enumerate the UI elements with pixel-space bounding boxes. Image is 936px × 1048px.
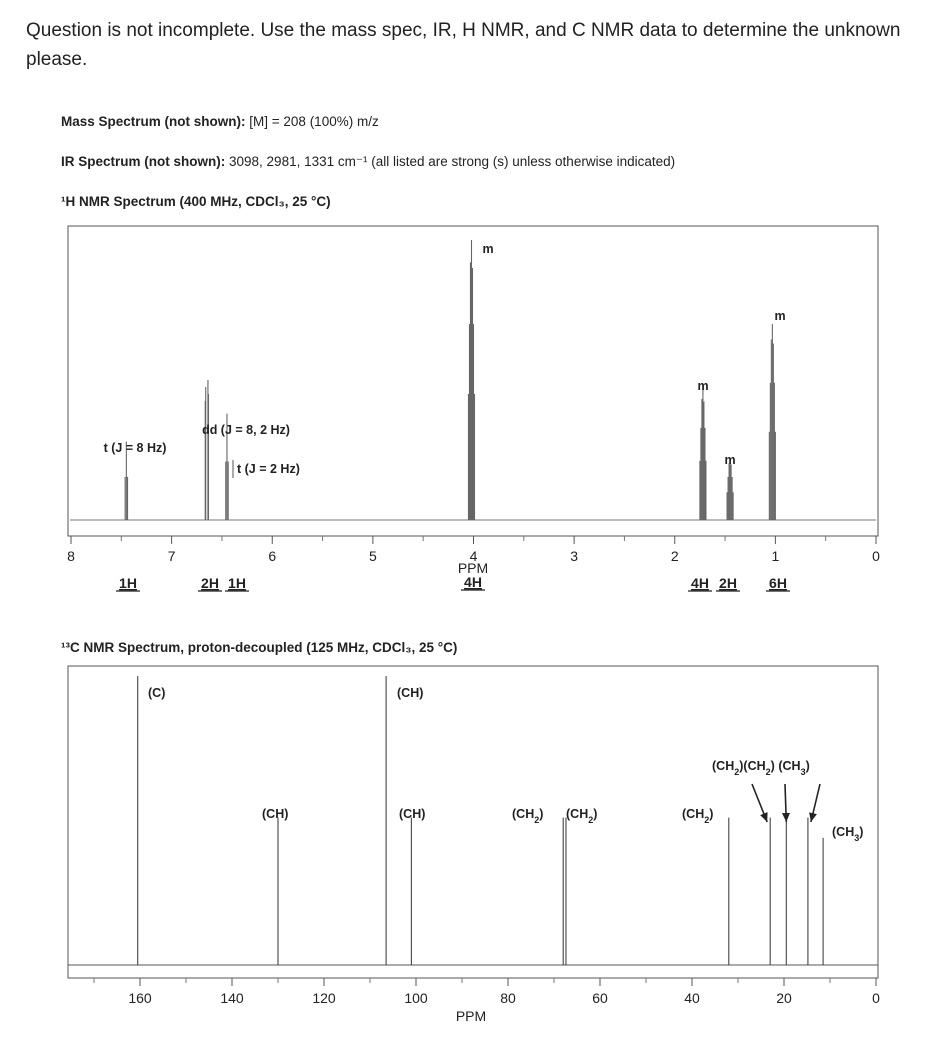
mass-spectrum-value: [M] = 208 (100%) m/z — [249, 114, 379, 129]
h-nmr-tick-label: 5 — [368, 548, 377, 564]
ir-spectrum-label: IR Spectrum (not shown): — [61, 154, 226, 169]
h-nmr-integration: 1H — [228, 575, 246, 591]
c-nmr-cluster-annotation: $(CH_2)(CH_2)$ $(CH_3)$ — [712, 759, 810, 777]
c-nmr-x-axis-label: PPM — [455, 1008, 487, 1024]
h-nmr-tick-label: 7 — [167, 548, 176, 564]
c-nmr-peak-label: $(CH_3)$ — [832, 825, 864, 843]
c-nmr-peak-label: (C) — [148, 686, 166, 700]
h-nmr-peak-label: m — [724, 453, 736, 467]
ir-spectrum-value: 3098, 2981, 1331 cm⁻¹ (all listed are strong (s) unless otherwise indicated) — [229, 154, 676, 169]
h-nmr-peak-label: m — [482, 242, 494, 256]
h-nmr-tick-label: 6 — [268, 548, 277, 564]
h-nmr-tick-label: 3 — [570, 548, 579, 564]
h-nmr-x-axis-label: PPM — [457, 560, 489, 576]
h-nmr-integration: 2H — [201, 575, 219, 591]
h-nmr-integration: 6H — [769, 575, 787, 591]
h-nmr-peak-label: m — [774, 309, 786, 323]
c-nmr-tick-label: 100 — [404, 990, 428, 1006]
h-nmr-title: ¹H NMR Spectrum (400 MHz, CDCl₃, 25 °C) — [61, 194, 331, 209]
h-nmr-peak-label: t (J = 8 Hz) — [103, 441, 167, 455]
h-nmr-tick-label: 4 — [469, 548, 478, 564]
h-nmr-peak-label: dd (J = 8, 2 Hz) — [202, 423, 290, 437]
h-nmr-tick-label: 2 — [670, 548, 679, 564]
h-nmr-peak-label: t (J = 2 Hz) — [237, 462, 300, 476]
c-nmr-tick-label: 80 — [500, 990, 516, 1006]
c-nmr-tick-label: 40 — [684, 990, 700, 1006]
c-nmr-tick-label: 140 — [220, 990, 244, 1006]
c-nmr-tick-label: 60 — [592, 990, 608, 1006]
c-nmr-peak-label: $(CH_2)$ — [566, 807, 598, 825]
h-nmr-tick-label: 1 — [771, 548, 780, 564]
question-text: Question is not incomplete. Use the mass spec, IR, H NMR, and C NMR data to determine the unknown please. — [26, 20, 901, 70]
c-nmr-tick-label: 20 — [776, 990, 792, 1006]
h-nmr-integration: 4H — [691, 575, 709, 591]
mass-spectrum-label: Mass Spectrum (not shown): — [61, 114, 246, 129]
h-nmr-integration: 1H — [119, 575, 137, 591]
h-nmr-integration: 4H — [464, 574, 482, 590]
h-nmr-integration: 2H — [719, 575, 737, 591]
h-nmr-tick-label: 8 — [67, 548, 75, 564]
c-nmr-title: ¹³C NMR Spectrum, proton-decoupled (125 MHz, CDCl₃, 25 °C) — [61, 640, 458, 655]
c-nmr-arrow-head — [782, 813, 790, 822]
c-nmr-tick-label: 160 — [128, 990, 152, 1006]
c-nmr-peak-label: (CH) — [399, 807, 426, 821]
h-nmr-tick-label: 0 — [872, 548, 880, 564]
c-nmr-arrow-head — [809, 812, 817, 822]
h-nmr-peak-label: m — [697, 379, 709, 393]
c-nmr-peak-label: $(CH_2)$ — [682, 807, 714, 825]
c-nmr-peak-label: (CH) — [262, 807, 289, 821]
c-nmr-peak-label: $(CH_2)$ — [512, 807, 544, 825]
c-nmr-peak-label: (CH) — [397, 686, 424, 700]
c-nmr-tick-label: 120 — [312, 990, 336, 1006]
c-nmr-tick-label: 0 — [872, 990, 880, 1006]
c-nmr-frame — [68, 666, 878, 978]
